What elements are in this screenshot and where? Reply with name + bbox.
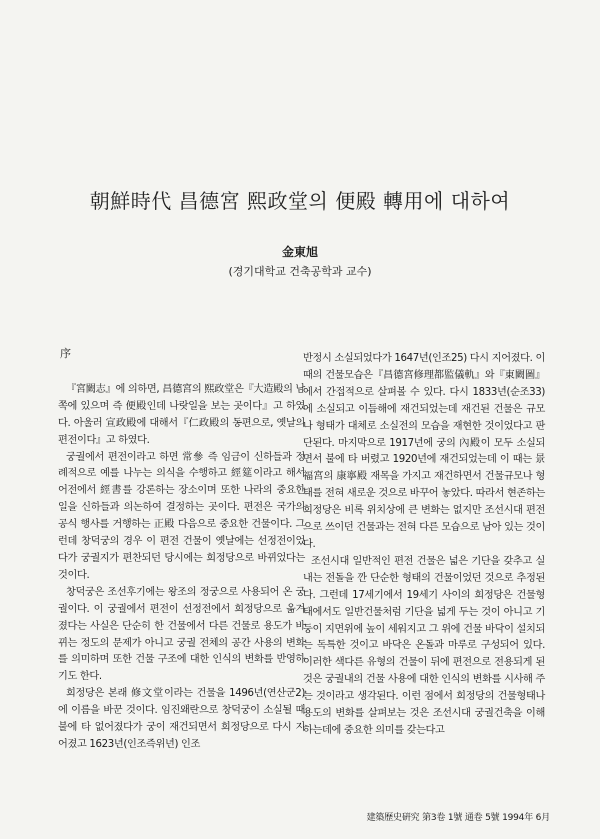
section-heading: 序 xyxy=(60,347,71,360)
paragraph: 조선시대 일반적인 편전 건물은 넓은 기단을 갖추고 실내는 전돌을 깐 단순한 형태의 건물이었던 것으로 추정된다. 그런데 17세기에서 19세기 사이의 희정당은 건물형태에서도 일반건물처럼 기단을 넓게 두는 것이 아니고 기둥이 지면위에 높이 세워지고 그 위에 건물 바닥이 설치되는 독특한 것이고 바닥은 온돌과 마루로 구성되어 있다. 이러한 색다른 유형의 건물이 뒤에 편전으로 전용되게 된 것은 궁궐내의 건물 사용에 대한 인식의 변화를 시사해 주는 것이라고 생각된다. 이런 점에서 희정당의 건물형태나 용도의 변화를 살펴보는 것은 조선시대 궁궐건축을 이해하는데에 중요한 의미를 갖는다고 xyxy=(303,555,545,736)
paper-title: 朝鮮時代 昌德宮 熙政堂의 便殿 轉用에 대하여 xyxy=(89,189,511,214)
author-name: 金東旭 xyxy=(281,245,318,259)
left-column xyxy=(58,346,305,754)
paragraph: 궁궐에서 편전이라고 하면 常參 즉 임금이 신하들과 정례적으로 예를 나누는 의식을 수행하고 經筵이라고 해서 어전에서 經書를 강론하는 장소이며 또한 나라의 중요한 일을 신하들과 의논하여 결정하는 곳이다. 편전은 국가의 공식 행사를 거행하는 正殿 다음으로 중요한 건물이다. 그런데 창덕궁의 경우 이 편전 건물이 옛날에는 선정전이었다가 궁궐지가 편찬되던 당시에는 희정당으로 바뀌었다는 것이다. xyxy=(58,451,305,581)
paragraph: 창덕궁은 조선후기에는 왕조의 정궁으로 사용되어 온 궁궐이다. 이 궁궐에서 편전이 선정전에서 희정당으로 옮겨졌다는 사실은 단순히 한 건물에서 다른 건물로 용도가 바뀌는 정도의 문제가 아니고 궁궐 전체의 공간 사용의 변화를 의미하며 또한 건물 구조에 대한 인식의 변화를 반영하기도 한다. xyxy=(58,586,305,683)
author-affiliation: (경기대학교 건축공학과 교수) xyxy=(228,265,372,278)
paragraph: 희정당은 본래 修文堂이라는 건물을 1496년(연산군2)에 이름을 바꾼 것이다. 임진왜란으로 창덕궁이 소실될 때 불에 타 없어졌다가 궁이 재건되면서 희정당으로 다시 지어졌고 1623년(인조즉위년) 인조 xyxy=(58,688,305,750)
paragraph: 『宮闕志』에 의하면, 昌德宮의 熙政堂은『大造殿의 남쪽에 있으며 즉 便殿인데 나랏일을 보는 곳이다』고 하였다. 아울러 宣政殿에 대해서『仁政殿의 동편으로, 옛날의 편전이다』고 하였다. xyxy=(58,383,305,446)
right-column xyxy=(303,351,545,740)
paragraph: 반정시 소실되었다가 1647년(인조25) 다시 지어졌다. 이 때의 건물모습은『昌德宮修理都監儀軌』와『東闕圖』에서 간접적으로 살펴볼 수 있다. 다시 1833년(순조33)에 소실되고 이듬해에 재건되었는데 재건된 건물은 규모나 형태가 대체로 소실전의 모습을 재현한 것이었다고 판단된다. 마지막으로 1917년에 궁의 內殿이 모두 소실되면서 불에 타 버렸고 1920년에 재건되었는데 이 때는 景福宮의 康寧殿 재목을 가지고 재건하면서 건물규모나 형태를 전혀 새로운 것으로 바꾸어 놓았다. 따라서 현존하는 희정당은 비록 위치상에 큰 변화는 없지만 조선시대 편전으로 쓰이던 건물과는 전혀 다른 모습으로 남아 있는 것이다. xyxy=(303,353,545,550)
journal-footer: 建築歷史硏究 第3卷 1號 通卷 5號 1994年 6月 xyxy=(366,813,550,823)
